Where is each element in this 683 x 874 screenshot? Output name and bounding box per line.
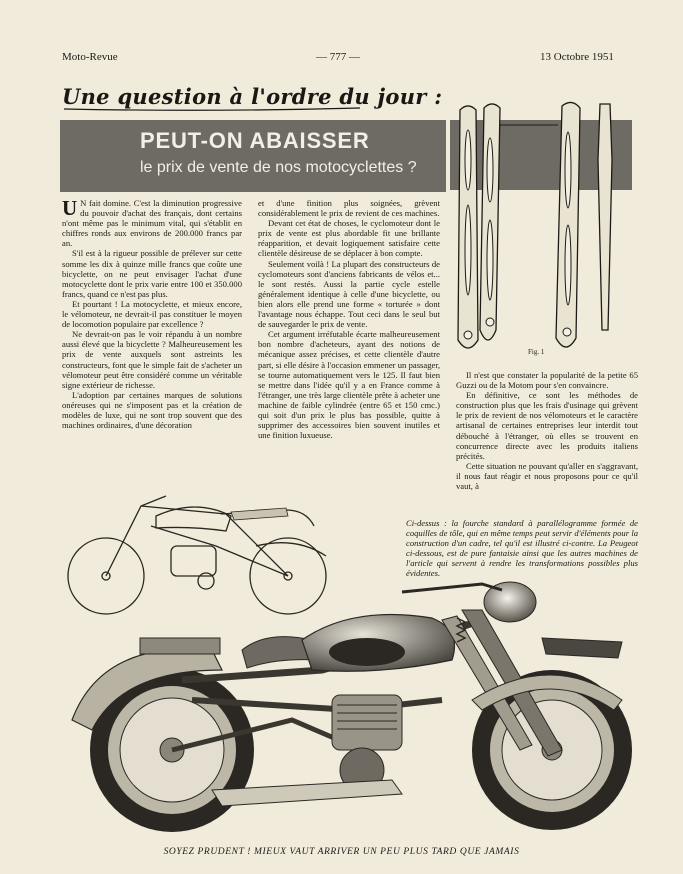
kicker-underline [62,106,362,112]
paragraph: Cette situation ne pouvant qu'aller en s'aggravant, il nous faut réagir et nous proposons pour ce qu'il vaut, à [456,460,638,492]
fork-illustration [450,100,635,360]
paragraph: Cet argument irréfutable écarte malheureusement bon nombre d'acheteurs, ayant des notions de mécanique assez précises, et cette clientèle d'autre part, si elle désire à l'occasion emmener un passager, se tourne automatiquement vers le 125. Il faut bien se mettre dans l'idée qu'il y a en France comme à l'étranger, une très large clientèle prête à acheter une machine de faible cylindrée (entre 65 et 150 cmc.) qui soit d'un prix le plus bas possible, quitte à supprimer des accessoires bien souvent inutiles et une finition luxueuse. [258,329,440,441]
paragraph: Ne devrait-on pas le voir répandu à un nombre aussi élevé que la bicyclette ? Malheureusement les prix de vente auxquels sont astreints les constructeurs, font que le simple fait de s'acheter un vélomoteur peut être considéré comme un véritable signe extérieur de richesse. [62,329,242,390]
footer-slogan: SOYEZ PRUDENT ! MIEUX VAUT ARRIVER UN PEU PLUS TARD QUE JAMAIS [163,847,520,857]
paragraph: et d'une finition plus soignées, grèvent considérablement le prix de revient de ces machines. [258,198,440,219]
paragraph: Il n'est que constater la popularité de la petite 65 Guzzi ou de la Motom pour s'en convaincre. [456,370,638,391]
magazine-name: Moto-Revue [62,51,118,63]
article-subtitle: le prix de vente de nos motocyclettes ? [140,159,417,176]
paragraph: Et pourtant ! La motocyclette, et mieux encore, le vélomoteur, ne devrait-il pas constituer le moyen de locomotion populaire par excellence ? [62,298,242,330]
article-column-2 [258,198,440,440]
page-number: — 777 — [316,51,360,63]
paragraph: En définitive, ce sont les méthodes de construction plus que les frais d'usinage qui grèvent le prix de revient de nos vélomoteurs et le caractère artisanal de certaines entreprises leur interdit tout débouché à l'étranger, où elles se trouvent en concurrence directe avec les produits italiens précités. [456,390,638,461]
issue-date: 13 Octobre 1951 [540,51,614,63]
paragraph: Seulement voilà ! La plupart des constructeurs de cyclomoteurs sont d'anciens fabricants de vélos et... le sont restés. Aussi la partie cycle estelle généralement identique à celle d'une bicyclette, ou bien alors elle prend une forme « torturée » dont l'avantage nous échappe. Tout ceci dans le seul but de sauvegarder le prix de vente. [258,258,440,330]
figure-label: Fig. 1 [528,348,545,356]
paragraph: Devant cet état de choses, le cyclomoteur dont le prix de vente est plus abordable fit une brillante réapparition, et devait logiquement satisfaire cette clientèle désireuse de se déplacer à bon compte. [258,218,440,259]
paragraph: N fait domine. C'est la diminution progressive du pouvoir d'achat des français, dont certains n'ont même pas le minimum vital, qui s'établit en chiffres ronds aux environs de 200.000 francs par an. [62,198,242,249]
paragraph: S'il est à la rigueur possible de prélever sur cette somme les dix à quinze mille francs que coûte une bicyclette, on ne peut envisager l'achat d'une motocyclette dont le prix varie entre 100 et 350.000 francs, quand ce n'est pas plus. [62,248,242,299]
kicker-heading: Une question à l'ordre du jour : [62,84,443,109]
article-title: PEUT-ON ABAISSER [140,128,370,153]
paragraph: L'adoption par certaines marques de solutions onéreuses qui ne s'imposent pas et la création de modèles de luxe, qui ne sont trop souvent que des machines ordinaires, d'une décoration [62,389,242,431]
drop-cap: U [62,196,78,220]
article-column-3 [456,370,638,491]
figure-caption: Ci-dessus : la fourche standard à parallélogramme formée de coquilles de tôle, qui en même temps peut servir d'éléments pour la construction d'un cadre, tel qu'il est illustré ci-contre. La Peugeot ci-dessous, est de pure fantaisie ainsi que les autres machines de l'article qui servent à rendre les transformations possibles plus évidentes. [406,518,638,579]
peugeot-motorcycle-illustration [62,580,642,840]
article-column-1 [62,198,242,430]
